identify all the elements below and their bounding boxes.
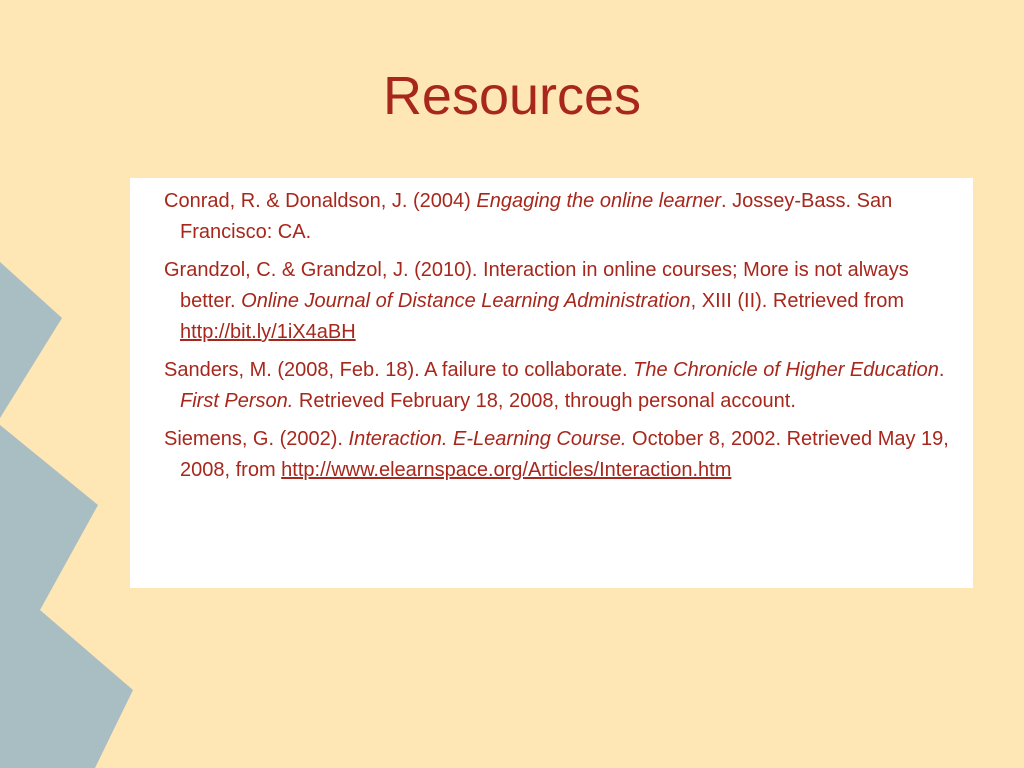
reference-text: Siemens, G. (2002). — [164, 428, 349, 450]
reference-text: Sanders, M. (2008, Feb. 18). A failure to collaborate. — [164, 359, 634, 381]
reference-item-conrad — [164, 186, 963, 248]
reference-journal-title: Online Journal of Distance Learning Administration — [241, 290, 691, 312]
slide-title: Resources — [382, 66, 642, 126]
reference-text: Grandzol, C. & Grandzol, J. (2010). Interaction in online courses; More is not always better. — [164, 259, 909, 312]
reference-text: , XIII (II). Retrieved from — [690, 290, 905, 312]
reference-link-bitly[interactable]: http://bit.ly/1iX4aBH — [180, 321, 356, 343]
reference-item-siemens — [164, 424, 963, 486]
reference-text: October 8, 2002. Retrieved May 19, 2008, from — [180, 428, 949, 481]
reference-item-sanders — [164, 355, 963, 417]
reference-text: Conrad, R. & Donaldson, J. (2004) — [164, 190, 477, 212]
reference-text: . — [938, 359, 945, 381]
reference-book-title: Engaging the online learner — [476, 190, 722, 212]
reference-course-title: Interaction. E-Learning Course. — [348, 428, 627, 450]
reference-journal-title: The Chronicle of Higher Education — [633, 359, 939, 381]
reference-section-title: First Person. — [180, 390, 294, 412]
reference-link-elearnspace[interactable]: http://www.elearnspace.org/Articles/Interaction.htm — [281, 459, 732, 481]
reference-item-grandzol — [164, 255, 963, 348]
reference-text: . Jossey-Bass. San Francisco: CA. — [180, 190, 893, 243]
reference-text: Retrieved February 18, 2008, through personal account. — [293, 390, 796, 412]
references-box — [130, 178, 973, 588]
